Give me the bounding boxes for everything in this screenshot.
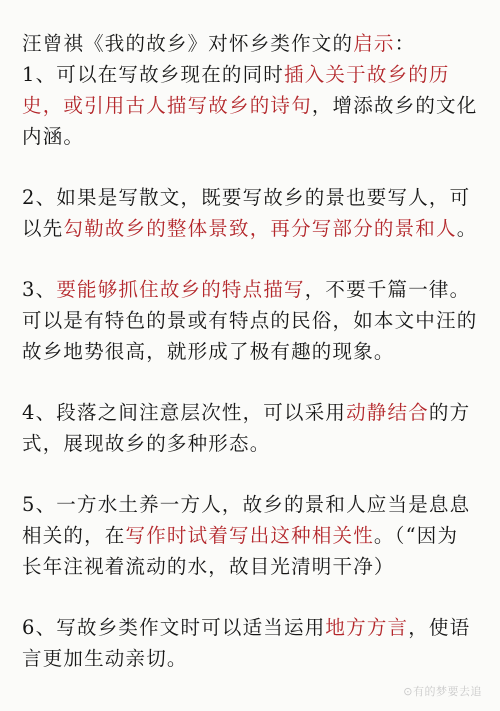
- point-1: [22, 59, 478, 152]
- point-4-text: 4、段落之间注意层次性，可以采用: [22, 401, 347, 424]
- point-3: [22, 274, 478, 367]
- point-6-text-end: ，使语言更加生动亲切。: [22, 616, 471, 670]
- title-highlight: 启示: [353, 32, 395, 55]
- point-1-text-end: ，增添故乡的文化内涵。: [22, 94, 478, 148]
- point-3-highlight: 要能够抓住故乡的特点描写: [56, 278, 305, 301]
- point-4-highlight: 动静结合: [346, 401, 429, 424]
- point-6-text: 6、写故乡类作文时可以适当运用: [22, 616, 326, 639]
- point-2: [22, 182, 478, 244]
- document-title: [22, 28, 478, 59]
- point-1-text: 1、可以在写故乡现在的同时: [22, 63, 285, 86]
- title-prefix: 汪曾祺《我的故乡》对怀乡类作文的: [22, 32, 354, 55]
- point-1-highlight: 插入关于故乡的历史，或引用古人描写故乡的诗句: [22, 63, 450, 117]
- watermark: ⊙有的梦要去追: [403, 685, 482, 698]
- title-suffix: ：: [394, 32, 416, 55]
- point-2-text: 2、如果是写散文，既要写故乡的景也要写人，可以先: [22, 186, 471, 240]
- point-6: [22, 612, 478, 674]
- point-3-text-end: ，不要千篇一律。可以是有特色的景或有特点的民俗，如本文中汪的故乡地势很高，就形成了极有趣的现象。: [22, 278, 478, 363]
- point-6-highlight: 地方方言: [325, 616, 409, 639]
- point-5-highlight: 写作时试着写出这种相关性: [125, 524, 374, 547]
- point-5-text-end: 。（“因为长年注视着流动的水，故目光清明干净）: [22, 524, 459, 578]
- point-3-text: 3、: [22, 278, 57, 301]
- point-2-text-end: 。: [456, 217, 478, 240]
- point-4-text-end: 的方式，展现故乡的多种形态。: [22, 401, 471, 455]
- point-2-highlight: 勾勒故乡的整体景致，再分写部分的景和人: [63, 217, 457, 240]
- point-5: [22, 489, 478, 582]
- point-5-text: 5、一方水土养一方人，故乡的景和人应当是息息相关的，在: [22, 493, 471, 547]
- point-4: [22, 397, 478, 459]
